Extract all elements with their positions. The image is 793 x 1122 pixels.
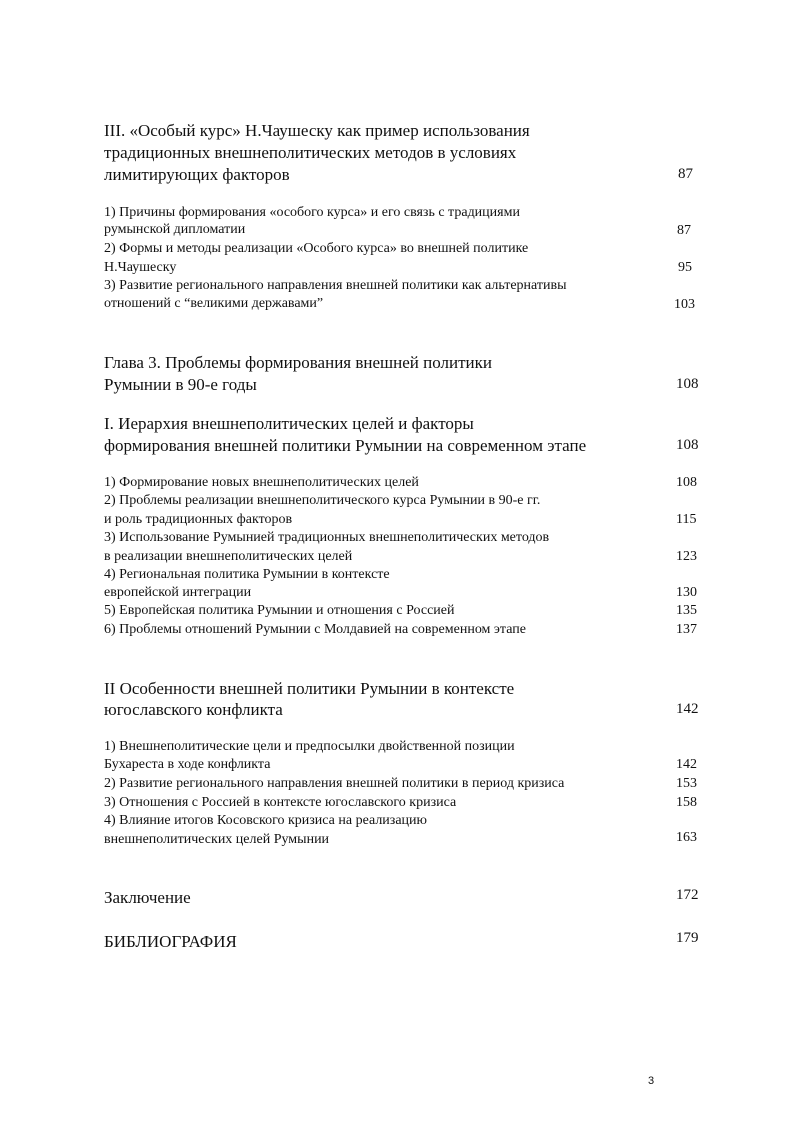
- section-title-line: I. Иерархия внешнеполитических целей и факторы: [104, 414, 474, 433]
- toc-item-line: 3) Отношения с Россией в контексте югославского кризиса: [104, 795, 457, 810]
- toc-item-line: 6) Проблемы отношений Румынии с Молдавией на современном этапе: [104, 622, 526, 637]
- toc-item-line: 2) Развитие регионального направления внешней политики в период кризиса: [104, 776, 565, 791]
- toc-item-line: 1) Внешнеполитические цели и предпосылки двойственной позиции: [104, 739, 515, 754]
- page-number-ref: 95: [678, 260, 692, 275]
- page-number-ref: 137: [676, 622, 697, 637]
- toc-item-line: 3) Использование Румынией традиционных внешнеполитических методов: [104, 530, 550, 545]
- page-number-ref: 153: [676, 776, 697, 791]
- toc-item-line: 1) Причины формирования «особого курса» и его связь с традициями: [104, 205, 520, 220]
- toc-item-line: 5) Европейская политика Румынии и отношения с Россией: [104, 603, 455, 618]
- toc-item-line: отношений с “великими державами”: [104, 296, 324, 311]
- toc-item-line: 1) Формирование новых внешнеполитических целей: [104, 475, 419, 490]
- toc-item-line: европейской интеграции: [104, 585, 252, 600]
- page-number-ref: 87: [677, 223, 691, 238]
- page-number-ref: 115: [676, 512, 697, 527]
- toc-item-line: 4) Региональная политика Румынии в контексте: [104, 567, 390, 582]
- page-number-ref: 163: [676, 830, 697, 845]
- section-title-line: югославского конфликта: [104, 700, 283, 719]
- section-title-line: II Особенности внешней политики Румынии в контексте: [104, 679, 515, 698]
- page-number-ref: 142: [676, 757, 697, 772]
- page-number-ref: 108: [676, 376, 699, 392]
- chapter-title-line: Глава 3. Проблемы формирования внешней политики: [104, 353, 492, 372]
- page-number-ref: 142: [676, 701, 699, 717]
- toc-item-line: Бухареста в ходе конфликта: [104, 757, 271, 772]
- toc-item-line: 2) Формы и методы реализации «Особого курса» во внешней политике: [104, 241, 529, 256]
- section-title-line: лимитирующих факторов: [104, 165, 290, 184]
- page-number-ref: 130: [676, 585, 697, 600]
- page-number-ref: 135: [676, 603, 697, 618]
- conclusion-title: Заключение: [104, 888, 191, 907]
- toc-item-line: 4) Влияние итогов Косовского кризиса на реализацию: [104, 813, 427, 828]
- toc-item-line: внешнеполитических целей Румынии: [104, 832, 330, 847]
- page-number-ref: 172: [676, 887, 699, 903]
- toc-item-line: румынской дипломатии: [104, 222, 246, 237]
- toc-item-line: Н.Чаушеску: [104, 260, 177, 275]
- section-title-line: III. «Особый курс» Н.Чаушеску как пример использования: [104, 121, 530, 140]
- page-number-ref: 108: [676, 437, 699, 453]
- page-number-ref: 158: [676, 795, 697, 810]
- page-number-ref: 179: [676, 930, 699, 946]
- toc-item-line: 3) Развитие регионального направления внешней политики как альтернативы: [104, 278, 567, 293]
- page-number: 3: [648, 1075, 655, 1087]
- section-title-line: традиционных внешнеполитических методов в условиях: [104, 143, 517, 162]
- toc-item-line: 2) Проблемы реализации внешнеполитического курса Румынии в 90-е гг.: [104, 493, 541, 508]
- page-number-ref: 108: [676, 475, 697, 490]
- section-title-line: формирования внешней политики Румынии на современном этапе: [104, 436, 587, 455]
- chapter-title-line: Румынии в 90-е годы: [104, 375, 257, 394]
- toc-item-line: и роль традиционных факторов: [104, 512, 293, 527]
- page-number-ref: 123: [676, 549, 697, 564]
- page-number-ref: 87: [678, 166, 693, 182]
- page-number-ref: 103: [674, 297, 695, 312]
- bibliography-title: БИБЛИОГРАФИЯ: [104, 932, 237, 951]
- toc-item-line: в реализации внешнеполитических целей: [104, 549, 353, 564]
